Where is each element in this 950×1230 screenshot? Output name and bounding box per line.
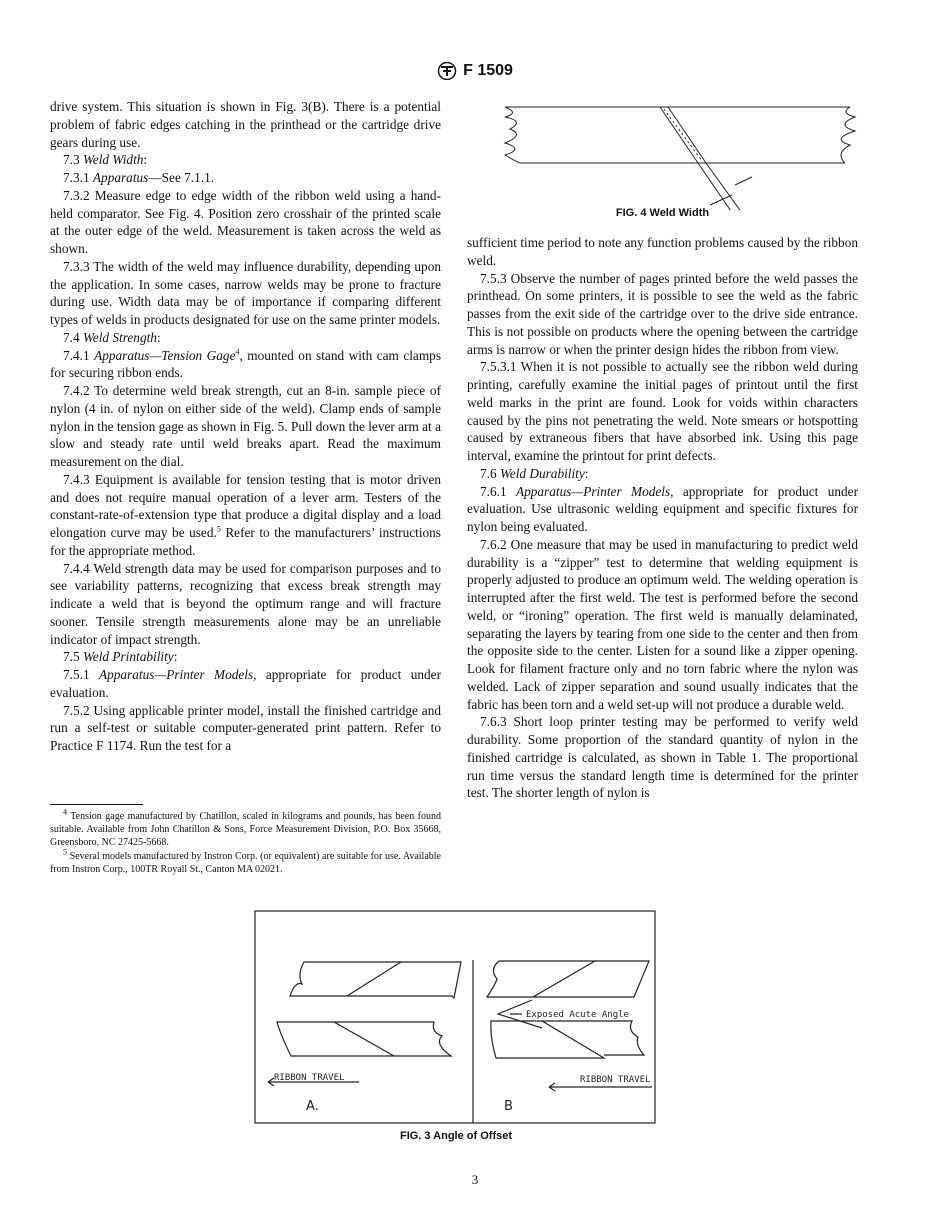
footnote-ref: 4 [63, 807, 67, 817]
text-segment: 7.6.3 Short loop printer testing may be performed to verify weld durability. Some proportion of the standard quantity of nylon in the finished cartridge is calculated, as shown in Table 1. The proportional run time versus the standard length time is determined for the printer test. The shorter length of nylon is [467, 714, 858, 801]
text-segment: 7.6 [480, 465, 500, 481]
text-segment: drive system. This situation is shown in Fig. 3(B). There is a potential problem of fabric edges catching in the printhead or the cartridge drive gears during use. [50, 99, 441, 150]
left-column [50, 98, 441, 755]
text-segment: , appropriate for product under evaluation. Use ultrasonic welding equipment and specific fixtures for nylon being evaluated. [467, 483, 858, 534]
text-segment: : [156, 329, 161, 345]
fig3-ribbon-travel-a: RIBBON TRAVEL [274, 1073, 345, 1083]
text-segment: 7.5.3.1 When it is not possible to actually see the ribbon weld during printing, carefully examine the initial pages of printout until the first weld marks in the print are found. Look for voids within characters caused by the pins not penetrating the weld. Note smears or hotspotting caused by extraneous fibers that have absorbed ink. Using this page interval, examine the printout for print defects. [467, 359, 858, 463]
text-segment: Weld Durability [499, 465, 585, 481]
text-segment: Apparatus—Tension Gage [94, 347, 236, 363]
text-segment: Weld Strength [82, 329, 157, 345]
text-segment: Tension gage manufactured by Chatillon, scaled in kilograms and pounds, has been found suitable. Available from John Chatillon & Sons, Force Measurement Division, P.O. Box 35668, Greensboro, NC 27425-5668. [50, 811, 441, 849]
text-segment: Apparatus—Printer Models [515, 483, 671, 499]
text-segment: : [584, 465, 589, 481]
text-segment: 7.5.1 [63, 667, 99, 682]
paragraph [467, 536, 858, 714]
footnote-ref: 5 [63, 847, 67, 857]
footnote-ref: 4 [235, 347, 240, 357]
text-segment: 7.5.2 Using applicable printer model, install the finished cartridge and run a self-test or suitable computer-generated print pattern. Refer to Practice F 1174. Run the test for a [50, 702, 441, 753]
text-segment: 7.5.3 Observe the number of pages printed before the weld passes the printhead. On some printers, it is possible to see the weld as the fabric passes from the exit side of the cartridge over to the drive side entrance. This is not possible on products where the opening between the cartridge arms is narrow or when the printer design hides the ribbon from view. [467, 270, 858, 357]
astm-logo-icon [437, 62, 457, 80]
paragraph [50, 847, 441, 876]
text-segment: : [173, 649, 178, 665]
paragraph [50, 169, 441, 187]
paragraph [50, 648, 441, 666]
footnotes [50, 807, 441, 876]
footnote-rule [50, 804, 143, 805]
text-segment: Several models manufactured by Instron Corp. (or equivalent) are suitable for use. Available from Instron Corp., 100TR Royall St., Canton MA 02021. [50, 850, 441, 875]
paragraph [467, 270, 858, 359]
paragraph [50, 347, 441, 383]
text-segment: 7.3 [63, 152, 83, 168]
text-segment: sufficient time period to note any function problems caused by the ribbon weld. [467, 235, 858, 268]
text-segment: 7.3.3 The width of the weld may influence durability, depending upon the application. In some cases, narrow welds may be prone to fracture during use. Width data may be of importance if comparing different types of welds in products designated for use on the same printer models. [50, 258, 441, 327]
paragraph [50, 329, 441, 347]
right-column [467, 234, 858, 802]
text-segment: 7.6.1 [480, 483, 516, 499]
fig3-label-a: A. [306, 1099, 319, 1114]
text-segment: 7.4.4 Weld strength data may be used for comparison purposes and to see variability patterns, recognizing that excess break strength may indicate a weld that is beyond the optimum range and will fracture sooner. Tensile strength measurements alone may be an unreliable indicator of impact strength. [50, 560, 441, 647]
fig3-angle-of-offset-drawing [254, 908, 658, 1126]
page-header [0, 62, 950, 80]
footnote-ref: 5 [216, 524, 221, 534]
fig3-acute-angle-label: Exposed Acute Angle [526, 1010, 629, 1020]
paragraph [50, 98, 441, 151]
paragraph [467, 358, 858, 465]
paragraph [50, 151, 441, 169]
paragraph [467, 234, 858, 270]
paragraph [467, 713, 858, 802]
text-segment: —See 7.1.1. [148, 170, 215, 185]
fig3-caption: FIG. 3 Angle of Offset [399, 1130, 513, 1142]
page-number: 3 [471, 1172, 479, 1187]
paragraph [467, 465, 858, 483]
text-segment: 7.6.2 One measure that may be used in manufacturing to predict weld durability is a “zipper” test to determine that welding equipment is properly adjusted to produce an optimum weld. The welding operation is interrupted after the first weld. The test is performed before the second weld, or “ironing” operation. The first weld is manually delaminated, separating the layers by tearing from one side to the center and then from the opposite side to the center. Listen for a sound like a zipper opening. Look for filament fracture only and no torn fabric where the nylon was welded. Lack of zipper separation and sound usually indicates that the fabric has been torn and a weld set-up will not produce a durable weld. [467, 536, 858, 712]
text-segment: Refer to the manufacturers’ instructions for the appropriate method. [50, 525, 441, 558]
text-segment: 7.3.1 [63, 170, 93, 185]
text-segment: Apparatus [92, 170, 149, 185]
paragraph [50, 187, 441, 258]
text-segment: Weld Printability [82, 649, 174, 665]
text-segment: 7.3.2 Measure edge to edge width of the ribbon weld using a hand-held comparator. See Fig. 4. Position zero crosshair of the printed scale at the outer edge of the weld. Measurement is taken across the weld as shown. [50, 187, 441, 256]
fig4-caption: FIG. 4 Weld Width [615, 207, 710, 219]
text-segment: : [143, 152, 148, 168]
fig3-ribbon-travel-b: RIBBON TRAVEL [580, 1075, 651, 1085]
paragraph [50, 560, 441, 649]
text-segment: Weld Width [82, 152, 144, 168]
paragraph [467, 483, 858, 536]
paragraph [50, 471, 441, 560]
paragraph [50, 807, 441, 850]
paragraph [50, 258, 441, 329]
text-segment: Apparatus—Printer Models [98, 667, 254, 682]
text-segment: 7.4.1 [63, 347, 95, 363]
text-segment: 7.4 [63, 329, 83, 345]
text-segment: 7.5 [63, 649, 83, 665]
paragraph [50, 382, 441, 471]
fig4-weld-width-drawing [480, 95, 880, 210]
text-segment: 7.4.3 Equipment is available for tension testing that is motor driven and does not require manual operation of a lever arm. Testers of the constant-rate-of-extension type that produce a digital display and a load elongation curve may be used. [50, 471, 441, 540]
fig3-label-b: B [504, 1099, 513, 1114]
paragraph [50, 666, 441, 702]
standard-designation: F 1509 [463, 62, 513, 80]
text-segment: , appropriate for product under evaluation. [50, 667, 441, 700]
paragraph [50, 702, 441, 755]
text-segment: 7.4.2 To determine weld break strength, cut an 8-in. sample piece of nylon (4 in. of nylon on either side of the weld). Clamp ends of sample nylon in the tension gage as shown in Fig. 5. Pull down the lever arm at a slow and steady rate until weld breaks apart. Read the maximum measurement on the dial. [50, 383, 441, 469]
text-segment: , mounted on stand with cam clamps for securing ribbon ends. [50, 347, 442, 381]
